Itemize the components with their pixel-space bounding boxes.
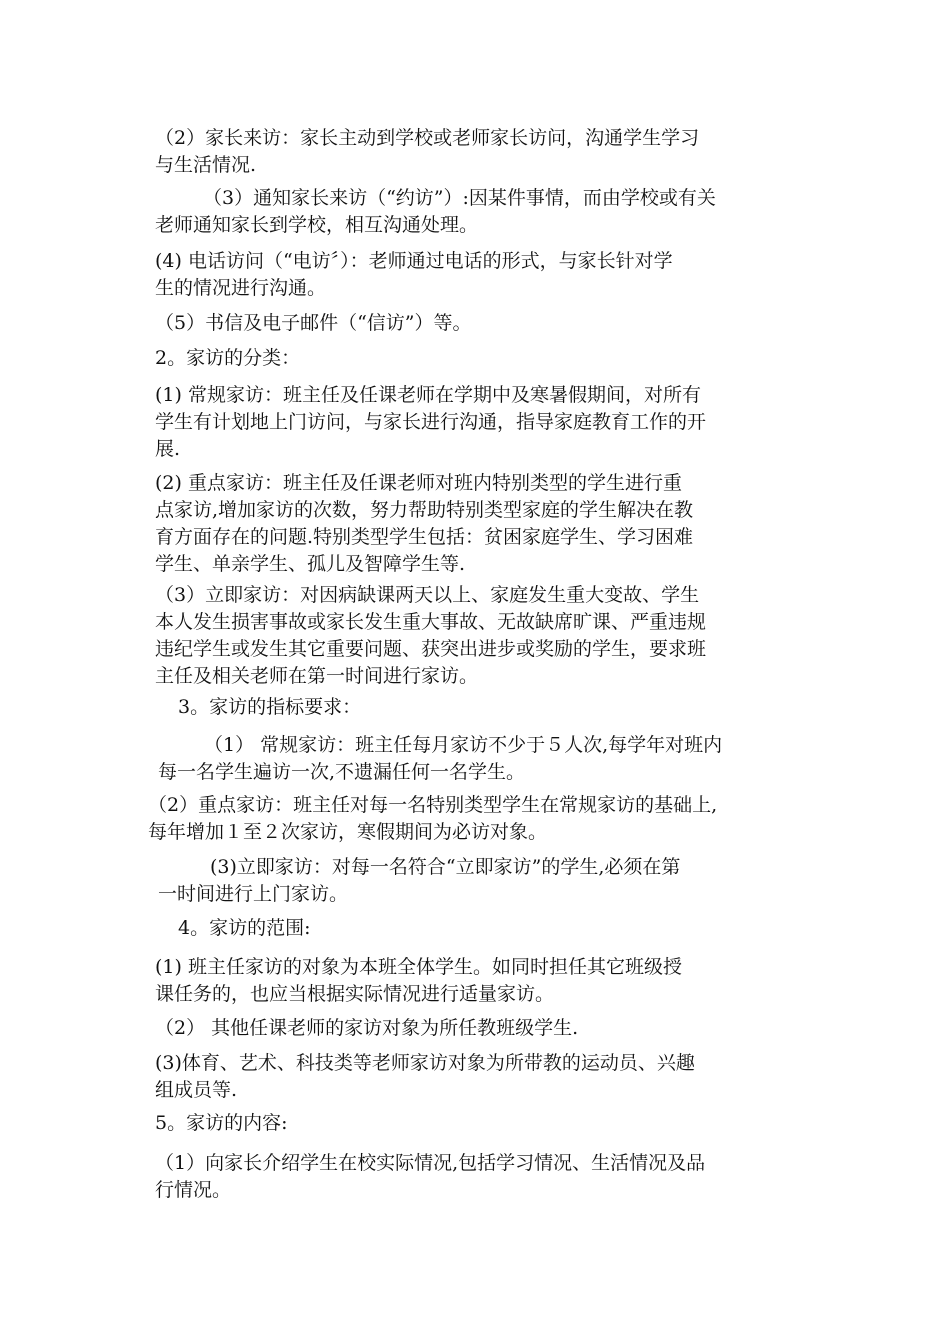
text-line: （3）立即家访：对因病缺课两天以上、家庭发生重大变故、学生 xyxy=(155,584,700,606)
text-line: 违纪学生或发生其它重要问题、获突出进步或奖励的学生，要求班 xyxy=(155,638,707,660)
text-line: （2）家长来访：家长主动到学校或老师家长访问，沟通学生学习 xyxy=(155,127,700,149)
paragraph-routine-requirement xyxy=(158,732,950,786)
text-line: 点家访,增加家访的次数，努力帮助特别类型家庭的学生解决在教 xyxy=(155,499,694,521)
paragraph-headteacher-scope xyxy=(155,954,950,1008)
heading-requirements xyxy=(178,694,950,721)
section-heading: 4。家访的范围: xyxy=(178,917,311,939)
section-heading: 5。家访的内容: xyxy=(155,1112,288,1134)
paragraph-visit-type-2 xyxy=(155,125,950,179)
text-line: 学生有计划地上门访问，与家长进行沟通，指导家庭教育工作的开 xyxy=(155,411,707,433)
paragraph-key-visit xyxy=(155,470,950,578)
section-heading: 3。家访的指标要求： xyxy=(178,696,362,718)
text-line: 与生活情况. xyxy=(155,154,257,176)
text-line: (3)体育、艺术、科技类等老师家访对象为所带教的运动员、兴趣 xyxy=(155,1052,695,1074)
text-line: 生的情况进行沟通。 xyxy=(155,277,327,299)
text-line: （3）通知家长来访（“约访”）:因某件事情，而由学校或有关 xyxy=(203,187,716,209)
text-line: 组成员等. xyxy=(155,1079,238,1101)
text-line: 每一名学生遍访一次,不遗漏任何一名学生。 xyxy=(158,761,526,783)
heading-content xyxy=(155,1110,950,1137)
text-line: （1）向家长介绍学生在校实际情况,包括学习情况、生活情况及品 xyxy=(155,1152,706,1174)
paragraph-visit-type-4 xyxy=(155,248,950,302)
paragraph-immediate-visit xyxy=(155,582,950,690)
text-line: （2）重点家访：班主任对每一名特别类型学生在常规家访的基础上, xyxy=(148,794,718,816)
text-line: (2) 重点家访：班主任及任课老师对班内特别类型的学生进行重 xyxy=(155,472,682,494)
text-line: (1) 常规家访：班主任及任课老师在学期中及寒暑假期间，对所有 xyxy=(155,384,701,406)
text-line: 行情况。 xyxy=(155,1179,232,1201)
text-line: （2） 其他任课老师的家访对象为所任教班级学生. xyxy=(155,1017,579,1039)
section-heading: 2。家访的分类： xyxy=(155,347,301,369)
paragraph-immediate-requirement xyxy=(158,854,950,908)
text-line: （1） 常规家访：班主任每月家访不少于５人次,每学年对班内 xyxy=(204,734,723,756)
paragraph-visit-type-3 xyxy=(155,185,950,239)
text-line: 课任务的，也应当根据实际情况进行适量家访。 xyxy=(155,983,555,1005)
paragraph-other-teacher-scope xyxy=(155,1015,950,1042)
heading-classification xyxy=(155,345,950,372)
text-line: 主任及相关老师在第一时间进行家访。 xyxy=(155,665,479,687)
text-line: 老师通知家长到学校，相互沟通处理。 xyxy=(155,214,479,236)
text-line: 每年增加１至２次家访，寒假期间为必访对象。 xyxy=(148,821,548,843)
text-line: 一时间进行上门家访。 xyxy=(158,883,349,905)
paragraph-key-requirement xyxy=(148,792,950,846)
text-line: 育方面存在的问题.特别类型学生包括：贫困家庭学生、学习困难 xyxy=(155,526,694,548)
text-line: 学生、单亲学生、孤儿及智障学生等. xyxy=(155,553,466,575)
paragraph-visit-type-5 xyxy=(155,310,950,337)
paragraph-routine-visit xyxy=(155,382,950,463)
text-line: 展. xyxy=(155,438,181,460)
text-line: (1) 班主任家访的对象为本班全体学生。如同时担任其它班级授 xyxy=(155,956,682,978)
text-line: (3)立即家访：对每一名符合“立即家访”的学生,必须在第 xyxy=(210,856,681,878)
text-line: (4) 电话访问（“电访〞）：老师通过电话的形式，与家长针对学 xyxy=(155,250,673,272)
text-line: 本人发生损害事故或家长发生重大事故、无故缺席旷课、严重违规 xyxy=(155,611,707,633)
heading-scope xyxy=(178,915,950,942)
paragraph-special-teacher-scope xyxy=(155,1050,950,1104)
paragraph-content-1 xyxy=(155,1150,950,1204)
text-line: （5）书信及电子邮件（“信访”）等。 xyxy=(155,312,472,334)
